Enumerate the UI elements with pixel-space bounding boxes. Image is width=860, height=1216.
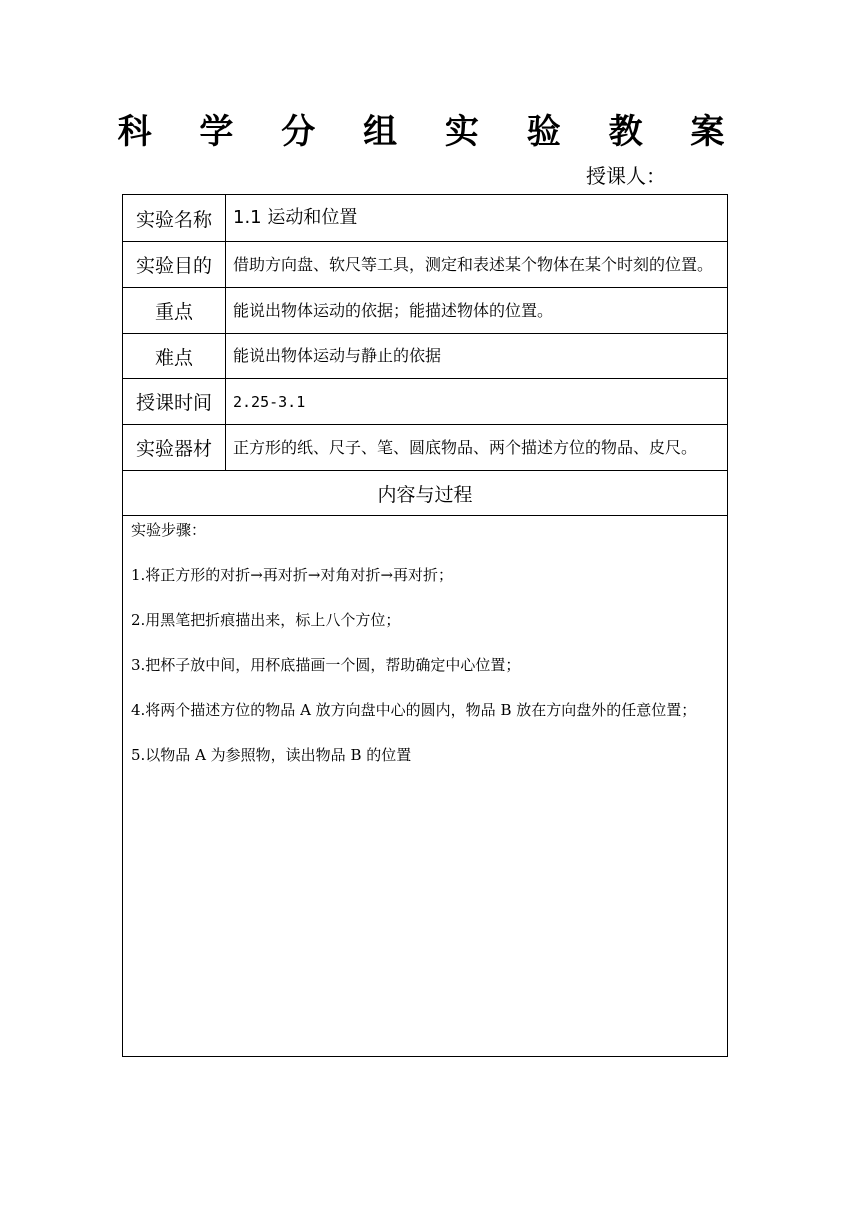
row-label: 实验目的 [123,242,226,287]
row-value: 能说出物体运动与静止的依据 [233,346,442,365]
row-value: 2.25-3.1 [233,392,306,411]
teacher-label: 授课人： [586,164,666,188]
table-row-equipment [123,425,727,471]
steps-intro: 实验步骤： [131,521,207,539]
step-item: 2.用黑笔把折痕描出来，标上八个方位； [131,611,401,629]
row-value: 1.1 运动和位置 [233,207,358,228]
table-row-difficulties [123,334,727,379]
row-value: 能说出物体运动的依据；能描述物体的位置。 [233,300,554,320]
section-header: 内容与过程 [123,471,727,516]
step-item: 1.将正方形的对折→再对折→对角对折→再对折； [131,566,454,584]
step-item: 3.把杯子放中间，用杯底描画一个圆，帮助确定中心位置； [131,656,521,674]
procedure-steps [131,519,721,789]
table-row-class-time [123,379,727,425]
step-item: 4.将两个描述方位的物品 A 放方向盘中心的圆内，物品 B 放在方向盘外的任意位置； [131,701,697,719]
row-label: 难点 [123,334,226,378]
lesson-plan-table [122,194,728,1057]
table-row-experiment-name [123,195,727,242]
row-label: 授课时间 [123,379,226,424]
row-value: 借助方向盘、软尺等工具，测定和表述某个物体在某个时刻的位置。 [233,254,714,274]
step-item: 5.以物品 A 为参照物，读出物品 B 的位置 [131,746,412,764]
table-row-experiment-purpose [123,242,727,288]
row-label: 实验名称 [123,195,226,241]
table-row-key-points [123,288,727,334]
row-label: 实验器材 [123,425,226,470]
document-title: 科 学 分 组 实 验 教 案 [117,112,743,152]
row-value: 正方形的纸、尺子、笔、圆底物品、两个描述方位的物品、皮尺。 [233,437,698,457]
row-label: 重点 [123,288,226,333]
